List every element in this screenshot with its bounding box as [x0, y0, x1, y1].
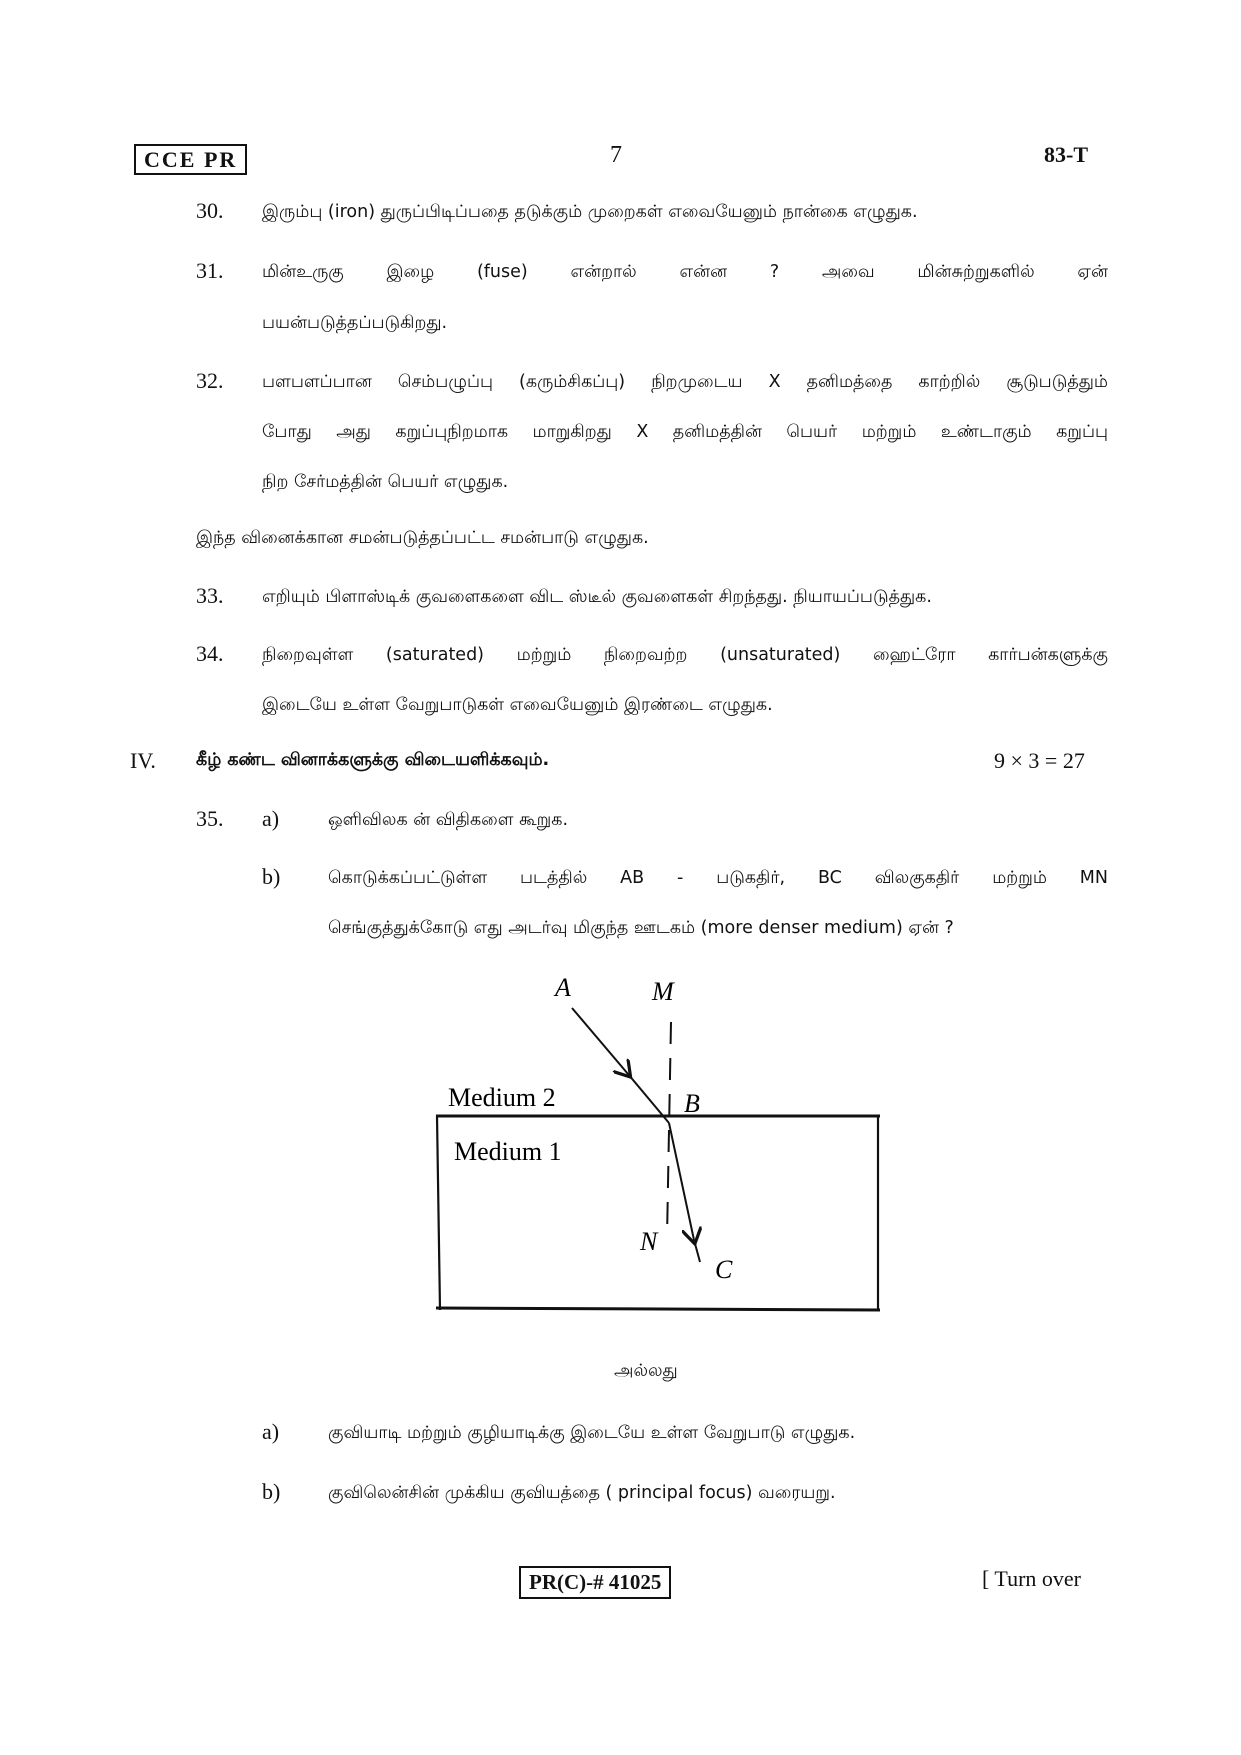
- question-number: 31.: [196, 258, 224, 283]
- question-number: 35.: [196, 806, 224, 831]
- paper-code: 83-T: [1044, 142, 1088, 167]
- question-35-alt-a-text: குவியாடி மற்றும் குழியாடிக்கு இடையே உள்ள வேறுபாடு எழுதுக.: [328, 1423, 856, 1443]
- label-c: C: [715, 1255, 733, 1284]
- label-m: M: [652, 977, 674, 1006]
- refracted-ray-tail: [694, 1240, 700, 1262]
- question-32-text-line1: பளபளப்பான செம்பழுப்பு (கரும்சிகப்பு) நிறமுடைய X தனிமத்தை காற்றில் சூடுபடுத்தும்: [262, 372, 1108, 392]
- question-32-extra: இந்த வினைக்கான சமன்படுத்தப்பட்ட சமன்பாடு எழுதுக.: [196, 528, 649, 548]
- question-32-text-line3: நிற சேர்மத்தின் பெயர் எழுதுக.: [262, 472, 509, 492]
- label-b: B: [684, 1089, 700, 1118]
- sub-question-label: b): [262, 864, 281, 889]
- question-35a-text: ஒளிவிலக ன் விதிகளை கூறுக.: [328, 810, 569, 830]
- section-marks: 9 × 3 = 27: [994, 748, 1085, 773]
- question-35-alt-b-text: குவிலென்சின் முக்கிய குவியத்தை ( principal focus) வரையறு.: [328, 1483, 836, 1503]
- question-34-text-line1: நிறைவுள்ள (saturated) மற்றும் நிறைவற்ற (unsaturated) ஹைட்ரோ கார்பன்களுக்கு: [262, 645, 1108, 665]
- question-30-text: இரும்பு (iron) துருப்பிடிப்பதை தடுக்கும் முறைகள் எவையேனும் நான்கை எழுதுக.: [262, 202, 918, 222]
- question-32-text-line2: போது அது கறுப்புநிறமாக மாறுகிறது X தனிமத்தின் பெயர் மற்றும் உண்டாகும் கறுப்பு: [262, 422, 1108, 442]
- page-number: 7: [610, 142, 622, 168]
- exam-code: CCE PR: [134, 144, 247, 175]
- question-number: 32.: [196, 368, 224, 393]
- label-n: N: [640, 1227, 658, 1256]
- sub-question-label: a): [262, 1419, 280, 1444]
- or-separator: அல்லது: [614, 1361, 678, 1381]
- question-33-text: எறியும் பிளாஸ்டிக் குவளைகளை விட ஸ்டீல் குவளைகள் சிறந்தது. நியாயப்படுத்துக.: [262, 587, 932, 607]
- section-title: கீழ் கண்ட வினாக்களுக்கு விடையளிக்கவும்.: [196, 750, 550, 770]
- section-number: IV.: [130, 748, 156, 773]
- sub-question-label: a): [262, 806, 280, 831]
- refracted-ray: [669, 1123, 694, 1240]
- question-35b-text-line1: கொடுக்கப்பட்டுள்ள படத்தில் AB - படுகதிர், BC விலகுகதிர் மற்றும் MN: [328, 868, 1108, 888]
- footer-paper-code: PR(C)-# 41025: [519, 1566, 671, 1599]
- question-35b-text-line2: செங்குத்துக்கோடு எது அடர்வு மிகுந்த ஊடகம் (more denser medium) ஏன் ?: [328, 918, 954, 938]
- question-31-text-line2: பயன்படுத்தப்படுகிறது.: [262, 313, 448, 333]
- label-a: A: [555, 973, 571, 1002]
- question-31-text-line1: மின்உருகு இழை (fuse) என்றால் என்ன ? அவை மின்சுற்றுகளில் ஏன்: [262, 262, 1108, 282]
- incident-ray: [572, 1008, 628, 1074]
- label-medium-1: Medium 1: [454, 1137, 562, 1166]
- question-34-text-line2: இடையே உள்ள வேறுபாடுகள் எவையேனும் இரண்டை எழுதுக.: [262, 695, 773, 715]
- question-number: 30.: [196, 198, 224, 223]
- label-medium-2: Medium 2: [448, 1083, 556, 1112]
- question-number: 33.: [196, 583, 224, 608]
- turn-over-note: [ Turn over: [982, 1566, 1082, 1591]
- question-number: 34.: [196, 641, 224, 666]
- sub-question-label: b): [262, 1479, 281, 1504]
